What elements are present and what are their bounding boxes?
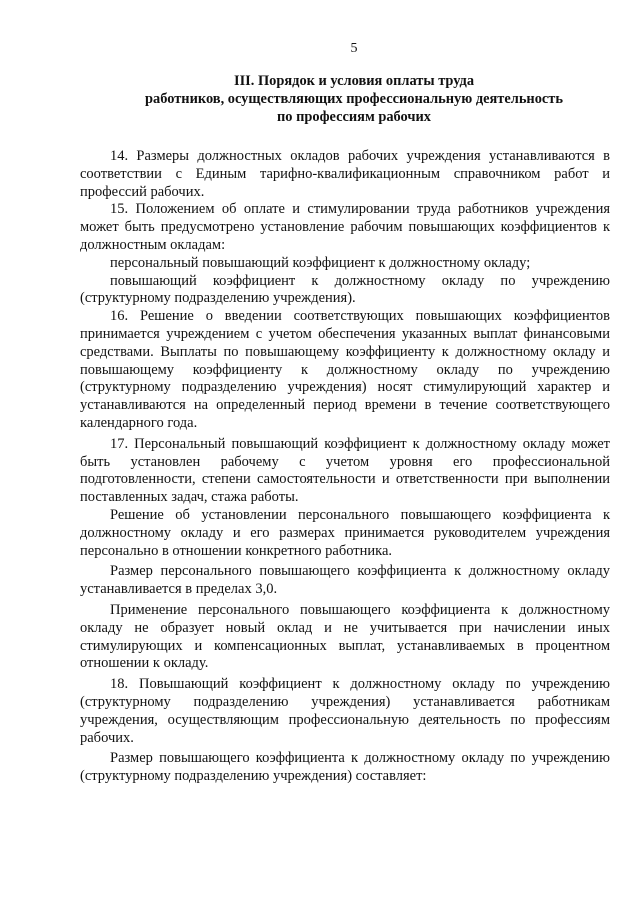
paragraph-18: 18. Повышающий коэффициент к должностному окладу по учреждению (структурному подразделению учреждения) устанавливается работникам учреждения, осуществляющим профессиональную деятельность по профессиям рабочих. <box>80 676 610 746</box>
paragraph-17: 17. Персональный повышающий коэффициент к должностному окладу может быть установлен рабочему с учетом уровня его профессиональной подготовленности, степени самостоятельности и ответственности при выполнении поставленных задач, стажа работы. <box>80 435 610 506</box>
page-number: 5 <box>350 41 358 56</box>
paragraph-16: 16. Решение о введении соответствующих повышающих коэффициентов принимается учреждением с учетом обеспечения указанных выплат финансовыми средствами. Выплаты по повышающему коэффициенту к должностному окладу и повышающему коэффициенту к должностному окладу по учреждению (структурному подразделению учреждения) носят стимулирующий характер и устанавливаются на определенный период времени в течение соответствующего календарного года. <box>80 308 610 431</box>
document-body <box>80 148 610 786</box>
paragraph: Размер персонального повышающего коэффициента к должностному окладу устанавливается в пределах 3,0. <box>80 563 610 598</box>
list-item: персональный повышающий коэффициент к должностному окладу; <box>110 254 531 271</box>
heading-line: по профессиям рабочих <box>277 109 431 125</box>
paragraph: Решение об установлении персонального повышающего коэффициента к должностному окладу и его размерах принимается руководителем учреждения персонально в отношении конкретного работника. <box>80 506 610 559</box>
list-item: повышающий коэффициент к должностному окладу по учреждению (структурному подразделению учреждения). <box>80 272 610 307</box>
heading-line: работников, осуществляющих профессиональную деятельность <box>145 91 563 107</box>
paragraph-15: 15. Положением об оплате и стимулировании труда работников учреждения может быть предусмотрено установление рабочим повышающих коэффициентов к должностным окладам: <box>80 201 610 253</box>
paragraph: Применение персонального повышающего коэффициента к должностному окладу не образует новый оклад и не учитывается при начислении иных стимулирующих и компенсационных выплат, устанавливаемых в процентном отношении к окладу. <box>80 601 610 672</box>
paragraph: Размер повышающего коэффициента к должностному окладу по учреждению (структурному подразделению учреждения) составляет: <box>80 750 610 785</box>
paragraph-14: 14. Размеры должностных окладов рабочих учреждения устанавливаются в соответствии с Единым тарифно-квалификационным справочником работ и профессий рабочих. <box>80 148 610 200</box>
section-heading <box>98 72 610 126</box>
heading-line: III. Порядок и условия оплаты труда <box>233 73 475 89</box>
